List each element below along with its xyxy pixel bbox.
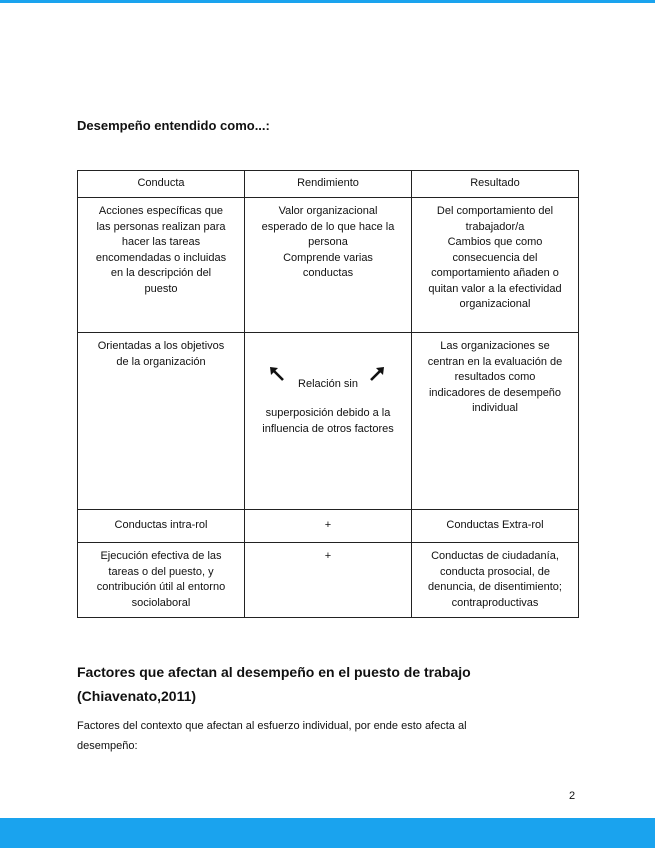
cell-text: quitan valor a la efectividad [428, 282, 562, 295]
header-conducta: Conducta [78, 171, 245, 198]
cell-text: contraproductivas [451, 596, 539, 609]
cell-text: resultados como [454, 371, 536, 383]
cell-text: Ejecución efectiva de las [100, 550, 222, 562]
cell-rendimiento: + [245, 510, 412, 543]
cell-text: Comprende varias [283, 251, 373, 264]
cell-text: encomendadas o incluidas [95, 251, 227, 264]
table-header-row [78, 171, 579, 198]
relationship-label: Relación sin [298, 378, 358, 390]
cell-conducta [78, 543, 245, 618]
cell-text: conductas [302, 267, 354, 279]
cell-text: Conductas de ciudadanía, [431, 550, 559, 562]
relationship-diagram [250, 339, 406, 503]
heading-line: (Chiavenato,2011) [77, 688, 197, 704]
header-resultado: Resultado [412, 171, 579, 198]
section-heading: Desempeño entendido como...: [77, 118, 270, 133]
cell-rendimiento [245, 333, 412, 510]
paragraph-line: Factores del contexto que afectan al esfuerzo individual, por ende esto afecta al [77, 720, 467, 732]
cell-text: consecuencia del [452, 251, 538, 264]
cell-resultado [412, 198, 579, 333]
paragraph-line: desempeño: [77, 740, 138, 752]
cell-text: Del comportamiento del [436, 205, 554, 217]
cell-text: indicadores de desempeño [428, 386, 562, 399]
relationship-caption [250, 406, 406, 437]
cell-resultado [412, 333, 579, 510]
cell-text: en la descripción del [110, 267, 212, 279]
table-row [78, 543, 579, 618]
cell-resultado: Conductas Extra-rol [412, 510, 579, 543]
cell-text: contribución útil al entorno [96, 581, 226, 593]
cell-text: Las organizaciones se [440, 340, 550, 352]
cell-text: sociolaboral [131, 596, 191, 609]
top-accent-bar [0, 0, 655, 3]
cell-text: tareas o del puesto, y [108, 565, 214, 578]
section-heading-factors [77, 660, 577, 708]
cell-conducta [78, 333, 245, 510]
cell-conducta: Conductas intra-rol [78, 510, 245, 543]
table-row [78, 510, 579, 543]
cell-text: conducta prosocial, de [439, 565, 551, 578]
cell-text: puesto [144, 282, 178, 295]
cell-text: Cambios que como [447, 236, 543, 248]
table-row [78, 198, 579, 333]
cell-text: organizacional [459, 298, 531, 310]
table-row [78, 333, 579, 510]
performance-table [77, 170, 579, 618]
cell-text: persona [308, 236, 348, 248]
cell-rendimiento [245, 198, 412, 333]
cell-text: Valor organizacional [278, 205, 378, 217]
bottom-accent-bar [0, 818, 655, 848]
cell-text: hacer las tareas [121, 236, 201, 248]
cell-text: esperado de lo que hace la [261, 220, 395, 233]
cell-text: Orientadas a los objetivos [97, 340, 225, 352]
cell-text: comportamiento añaden o [431, 267, 559, 279]
cell-text: trabajador/a [465, 220, 525, 233]
cell-conducta [78, 198, 245, 333]
cell-text: denuncia, de disentimiento; [428, 581, 562, 593]
body-paragraph [77, 716, 577, 756]
cell-resultado [412, 543, 579, 618]
cell-text: de la organización [116, 355, 206, 368]
cell-rendimiento: + [245, 543, 412, 618]
header-rendimiento: Rendimiento [245, 171, 412, 198]
cell-text: Acciones específicas que [98, 205, 224, 217]
cell-text: superposición debido a la [265, 407, 391, 419]
cell-text: las personas realizan para [96, 220, 226, 233]
heading-line: Factores que afectan al desempeño en el puesto de trabajo [77, 664, 471, 680]
cell-text: individual [472, 402, 518, 414]
page-number: 2 [569, 790, 576, 802]
cell-text: centran en la evaluación de [427, 355, 563, 368]
cell-text: influencia de otros factores [262, 422, 394, 435]
